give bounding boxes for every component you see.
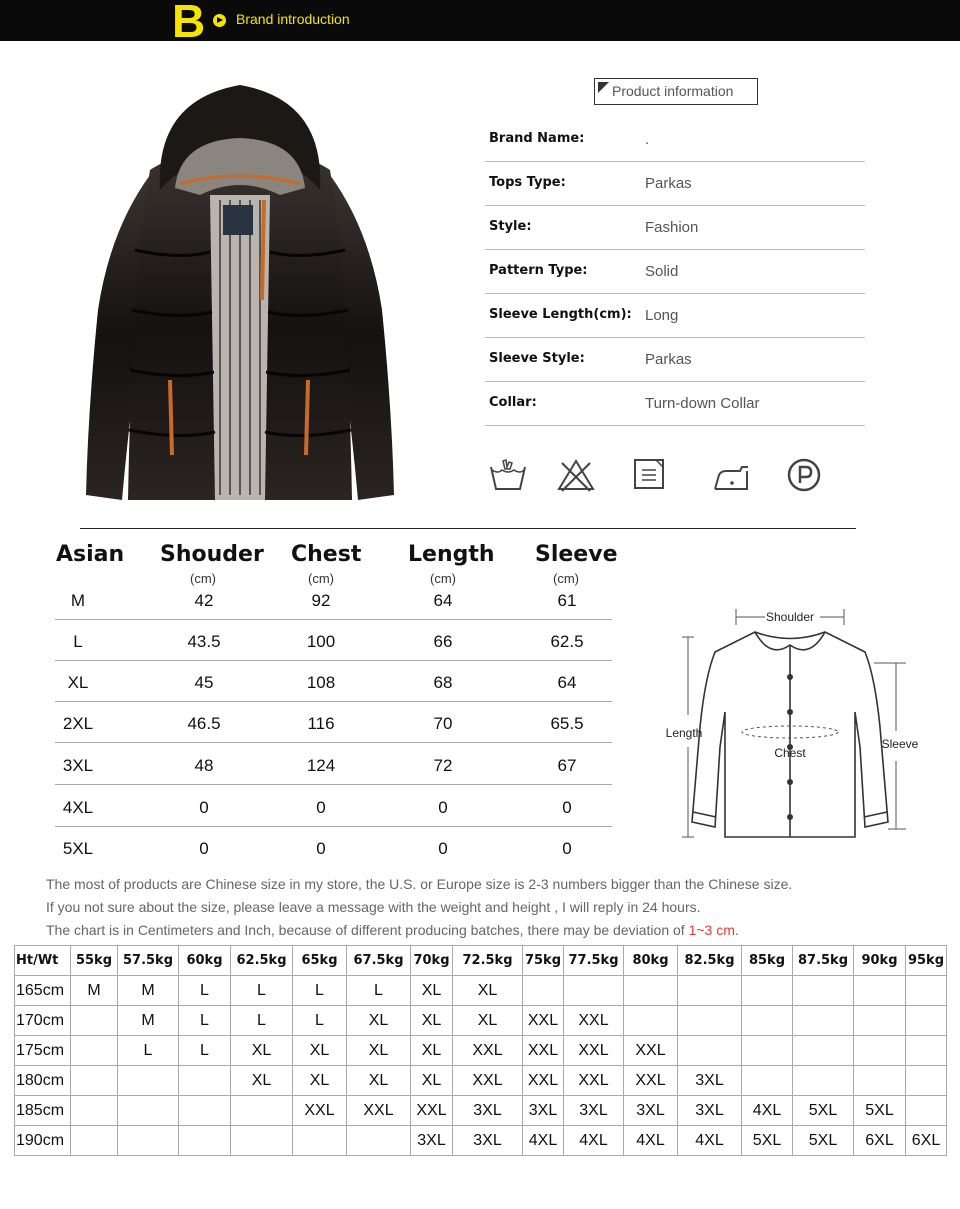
size-fit-cell: 3XL — [678, 1066, 742, 1096]
diagram-label-length: Length — [665, 726, 703, 740]
size-cell: 72 — [433, 756, 453, 775]
unit-label: (cm) — [308, 571, 334, 586]
size-fit-cell — [854, 1036, 906, 1066]
size-header-sleeve: Sleeve — [535, 542, 618, 567]
size-fit-cell: 5XL — [854, 1096, 906, 1126]
size-fit-cell: XL — [411, 1006, 453, 1036]
table-header-row — [15, 946, 947, 976]
size-fit-cell: XL — [453, 976, 523, 1006]
size-fit-cell — [906, 1066, 947, 1096]
size-cell: 0 — [562, 798, 572, 817]
size-cell: 42 — [194, 591, 214, 610]
size-fit-cell — [118, 1066, 179, 1096]
size-fit-cell — [71, 1096, 118, 1126]
product-information-heading — [594, 78, 758, 105]
attribute-label: Sleeve Length(cm): — [489, 307, 632, 322]
product-information-label: Product information — [612, 83, 734, 99]
product-jacket-image — [80, 80, 400, 515]
size-fit-cell: L — [118, 1036, 179, 1066]
attribute-label: Brand Name: — [489, 131, 585, 146]
size-fit-cell — [742, 976, 793, 1006]
size-fit-cell — [906, 1096, 947, 1126]
attribute-label: Collar: — [489, 395, 537, 410]
weight-header: 95kg — [906, 946, 947, 976]
size-header-asian: Asian — [56, 542, 125, 567]
size-cell: 66 — [433, 632, 453, 651]
height-cell: 175cm — [15, 1036, 71, 1066]
size-fit-cell: 3XL — [678, 1096, 742, 1126]
attribute-value: Parkas — [645, 175, 692, 192]
size-cell: 46.5 — [187, 714, 221, 733]
size-fit-cell: M — [118, 1006, 179, 1036]
size-cell: 0 — [316, 798, 326, 817]
size-note-1: The most of products are Chinese size in my store, the U.S. or Europe size is 2-3 numbers bigger than the Chinese size. — [46, 876, 793, 892]
diagram-label-shoulder: Shoulder — [765, 610, 815, 624]
dry-clean-p-icon — [784, 455, 824, 495]
size-fit-cell — [564, 976, 624, 1006]
size-cell: 0 — [438, 839, 448, 858]
size-fit-cell — [742, 1036, 793, 1066]
weight-header: 90kg — [854, 946, 906, 976]
brand-letter: B — [172, 0, 206, 47]
attribute-row-collar — [485, 382, 865, 426]
weight-header: 82.5kg — [678, 946, 742, 976]
size-cell: 61 — [557, 591, 577, 610]
size-fit-cell — [231, 1126, 293, 1156]
size-fit-cell: XL — [231, 1036, 293, 1066]
measurement-diagram — [660, 597, 920, 847]
size-row — [55, 579, 612, 620]
size-note-2: If you not sure about the size, please leave a message with the weight and height , I will reply in 24 hours. — [46, 899, 701, 915]
size-fit-cell: 4XL — [523, 1126, 564, 1156]
size-fit-cell: XXL — [564, 1006, 624, 1036]
size-fit-cell: 3XL — [411, 1126, 453, 1156]
size-fit-cell: L — [231, 1006, 293, 1036]
attribute-value: Turn-down Collar — [645, 395, 760, 412]
attribute-value: Fashion — [645, 219, 699, 236]
play-icon — [213, 14, 226, 27]
size-cell: 108 — [306, 673, 336, 692]
size-fit-cell: XL — [411, 1036, 453, 1066]
size-fit-cell: XL — [231, 1066, 293, 1096]
weight-header: 65kg — [293, 946, 347, 976]
size-fit-cell: 5XL — [742, 1126, 793, 1156]
size-cell: 92 — [311, 591, 331, 610]
size-header-chest: Chest — [291, 542, 362, 567]
size-fit-cell: L — [179, 976, 231, 1006]
hand-wash-icon — [488, 455, 528, 495]
size-fit-cell: 3XL — [523, 1096, 564, 1126]
size-fit-cell: 3XL — [453, 1096, 523, 1126]
size-fit-cell: L — [293, 976, 347, 1006]
size-cell: 0 — [316, 839, 326, 858]
size-header-length: Length — [408, 542, 495, 567]
weight-header: 80kg — [624, 946, 678, 976]
size-fit-cell: 4XL — [624, 1126, 678, 1156]
size-fit-cell — [742, 1066, 793, 1096]
size-fit-cell: M — [118, 976, 179, 1006]
size-fit-cell — [179, 1126, 231, 1156]
height-cell: 165cm — [15, 976, 71, 1006]
size-fit-cell — [793, 1006, 854, 1036]
size-fit-cell: XXL — [564, 1036, 624, 1066]
size-fit-cell: 5XL — [793, 1126, 854, 1156]
size-fit-cell — [793, 1066, 854, 1096]
size-fit-cell — [742, 1006, 793, 1036]
size-fit-cell: 4XL — [564, 1126, 624, 1156]
size-fit-cell — [347, 1126, 411, 1156]
weight-header: 57.5kg — [118, 946, 179, 976]
size-fit-cell: 5XL — [793, 1096, 854, 1126]
attribute-label: Style: — [489, 219, 532, 234]
height-cell: 190cm — [15, 1126, 71, 1156]
size-row — [55, 661, 612, 702]
attribute-label: Pattern Type: — [489, 263, 588, 278]
weight-header: 67.5kg — [347, 946, 411, 976]
size-note-3-end: . — [734, 922, 739, 938]
size-fit-cell — [906, 1006, 947, 1036]
size-fit-cell: XXL — [453, 1036, 523, 1066]
table-row — [15, 976, 947, 1006]
size-fit-cell — [71, 1066, 118, 1096]
size-fit-cell: XXL — [523, 1066, 564, 1096]
size-cell: 0 — [199, 839, 209, 858]
size-row — [55, 620, 612, 661]
size-fit-cell — [854, 1006, 906, 1036]
attribute-label: Sleeve Style: — [489, 351, 585, 366]
size-row — [55, 827, 612, 868]
size-cell: 64 — [557, 673, 577, 692]
size-fit-cell: 4XL — [742, 1096, 793, 1126]
size-fit-cell — [678, 1036, 742, 1066]
size-fit-cell: XXL — [523, 1006, 564, 1036]
size-cell: 68 — [433, 673, 453, 692]
unit-label: (cm) — [553, 571, 579, 586]
size-fit-cell: M — [71, 976, 118, 1006]
unit-label: (cm) — [430, 571, 456, 586]
size-fit-cell: XXL — [347, 1096, 411, 1126]
size-fit-cell: L — [179, 1036, 231, 1066]
size-cell: 0 — [199, 798, 209, 817]
size-fit-cell: XXL — [453, 1066, 523, 1096]
brand-introduction-title: Brand introduction — [236, 11, 350, 27]
size-cell: 2XL — [62, 714, 94, 733]
size-cell: 116 — [307, 714, 335, 733]
size-fit-cell: 4XL — [678, 1126, 742, 1156]
size-fit-cell — [624, 976, 678, 1006]
size-fit-cell — [678, 1006, 742, 1036]
height-cell: 180cm — [15, 1066, 71, 1096]
diagram-label-chest: Chest — [774, 746, 806, 760]
size-fit-cell — [179, 1066, 231, 1096]
size-fit-cell: L — [293, 1006, 347, 1036]
size-fit-cell — [231, 1096, 293, 1126]
size-fit-cell — [906, 976, 947, 1006]
attribute-value: Parkas — [645, 351, 692, 368]
diagram-label-sleeve: Sleeve — [881, 737, 919, 751]
size-fit-cell — [71, 1006, 118, 1036]
size-fit-cell — [293, 1126, 347, 1156]
attribute-row-tops-type — [485, 162, 865, 206]
size-cell: 0 — [562, 839, 572, 858]
size-fit-cell: XL — [347, 1036, 411, 1066]
size-fit-cell: XXL — [624, 1036, 678, 1066]
size-row — [55, 744, 612, 785]
iron-icon — [712, 455, 752, 495]
attribute-row-sleeve-length — [485, 294, 865, 338]
size-fit-cell — [854, 976, 906, 1006]
height-cell: 185cm — [15, 1096, 71, 1126]
corner-marker-icon — [598, 82, 609, 93]
size-fit-cell — [793, 976, 854, 1006]
do-not-bleach-icon — [556, 455, 596, 495]
corner-cell: Ht/Wt — [15, 946, 71, 976]
table-row — [15, 1126, 947, 1156]
section-divider — [80, 528, 856, 529]
size-fit-cell — [854, 1066, 906, 1096]
size-fit-cell — [179, 1096, 231, 1126]
size-row — [55, 702, 612, 743]
attribute-row-sleeve-style — [485, 338, 865, 382]
size-cell: 4XL — [62, 798, 94, 817]
size-cell: 3XL — [62, 756, 94, 775]
size-fit-cell: XL — [293, 1036, 347, 1066]
attribute-value: Long — [645, 307, 679, 324]
size-cell: 67 — [557, 756, 577, 775]
size-note-3 — [46, 922, 739, 938]
attribute-row-style — [485, 206, 865, 250]
weight-header: 60kg — [179, 946, 231, 976]
weight-header: 77.5kg — [564, 946, 624, 976]
unit-label: (cm) — [190, 571, 216, 586]
size-fit-cell: XXL — [411, 1096, 453, 1126]
height-weight-table — [14, 945, 947, 1156]
size-header-shoulder: Shouder — [160, 542, 264, 567]
table-row — [15, 1006, 947, 1036]
size-fit-cell: XL — [347, 1066, 411, 1096]
size-fit-cell: 3XL — [564, 1096, 624, 1126]
attribute-label: Tops Type: — [489, 175, 566, 190]
size-cell: 5XL — [62, 839, 94, 858]
size-cell: 45 — [194, 673, 214, 692]
size-cell: 124 — [306, 756, 336, 775]
size-fit-cell: XXL — [564, 1066, 624, 1096]
weight-header: 70kg — [411, 946, 453, 976]
tumble-dry-icon — [630, 455, 670, 495]
size-fit-cell — [906, 1036, 947, 1066]
size-fit-cell: XXL — [293, 1096, 347, 1126]
size-row — [55, 786, 612, 827]
size-fit-cell: L — [231, 976, 293, 1006]
table-row — [15, 1036, 947, 1066]
size-cell: 43.5 — [187, 632, 221, 651]
size-cell: 65.5 — [550, 714, 584, 733]
size-cell: 100 — [306, 632, 336, 651]
size-fit-cell — [523, 976, 564, 1006]
size-fit-cell: XL — [453, 1006, 523, 1036]
size-fit-cell: XL — [411, 976, 453, 1006]
size-cell: 62.5 — [550, 632, 584, 651]
size-fit-cell — [793, 1036, 854, 1066]
size-cell: XL — [67, 673, 89, 692]
size-fit-cell: L — [179, 1006, 231, 1036]
size-fit-cell — [678, 976, 742, 1006]
weight-header: 62.5kg — [231, 946, 293, 976]
weight-header: 55kg — [71, 946, 118, 976]
weight-header: 75kg — [523, 946, 564, 976]
size-cell: 70 — [433, 714, 453, 733]
size-fit-cell — [624, 1006, 678, 1036]
attribute-value: . — [645, 131, 650, 148]
size-fit-cell — [118, 1096, 179, 1126]
attribute-row-pattern-type — [485, 250, 865, 294]
height-cell: 170cm — [15, 1006, 71, 1036]
size-fit-cell — [71, 1036, 118, 1066]
size-fit-cell: XL — [347, 1006, 411, 1036]
weight-header: 72.5kg — [453, 946, 523, 976]
size-fit-cell: 6XL — [854, 1126, 906, 1156]
size-fit-cell: XXL — [523, 1036, 564, 1066]
size-cell: L — [73, 632, 83, 651]
weight-header: 85kg — [742, 946, 793, 976]
deviation-highlight: 1~3 cm — [688, 922, 735, 938]
size-fit-cell: 3XL — [453, 1126, 523, 1156]
size-cell: M — [70, 591, 86, 610]
size-cell: 64 — [433, 591, 453, 610]
size-fit-cell — [118, 1126, 179, 1156]
attribute-value: Solid — [645, 263, 679, 280]
size-fit-cell: 3XL — [624, 1096, 678, 1126]
weight-header: 87.5kg — [793, 946, 854, 976]
size-cell: 0 — [438, 798, 448, 817]
size-fit-cell: XL — [411, 1066, 453, 1096]
size-cell: 48 — [194, 756, 214, 775]
attribute-row-brand-name — [485, 118, 865, 162]
size-note-3-text: The chart is in Centimeters and Inch, because of different producing batches, there may be deviation of — [46, 922, 689, 938]
table-row — [15, 1066, 947, 1096]
size-fit-cell: 6XL — [906, 1126, 947, 1156]
size-fit-cell: XXL — [624, 1066, 678, 1096]
size-fit-cell — [71, 1126, 118, 1156]
size-fit-cell: L — [347, 976, 411, 1006]
size-fit-cell: XL — [293, 1066, 347, 1096]
brand-header-bar — [0, 0, 960, 47]
table-row — [15, 1096, 947, 1126]
